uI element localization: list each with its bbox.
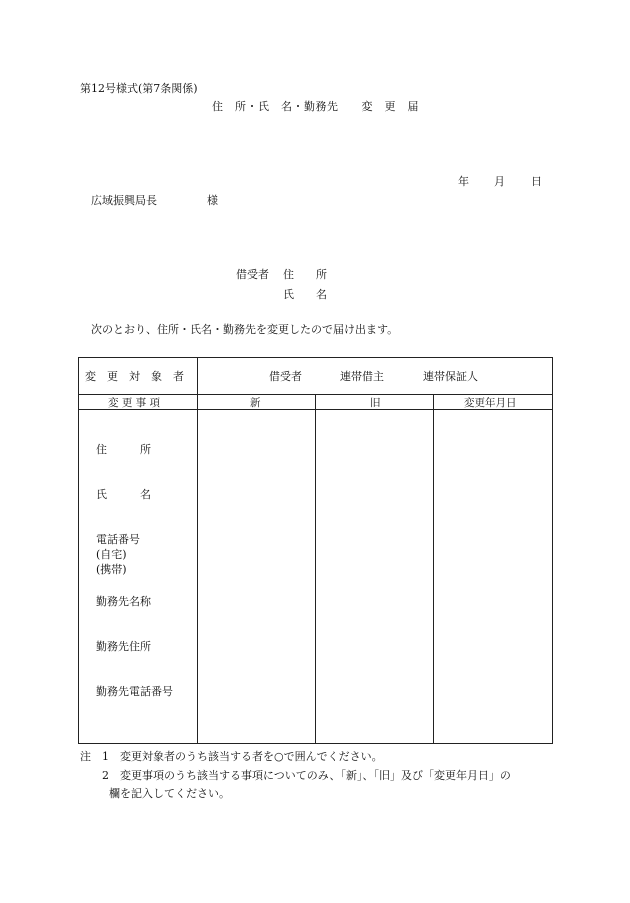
header-old: 旧 — [370, 397, 381, 409]
day-label: 日 — [531, 175, 542, 188]
note-2-number: 2 — [102, 769, 109, 782]
row-phone-mobile: (携帯) — [96, 563, 127, 576]
row-work-name: 勤務先名称 — [96, 595, 151, 608]
new-value-cell[interactable] — [198, 410, 314, 743]
header-item: 変 更 事 項 — [108, 397, 161, 409]
note-1-text: 変更対象者のうち該当する者を○で囲んでください。 — [120, 750, 383, 763]
intro-text: 次のとおり、住所・氏名・勤務先を変更したので届け出ます。 — [91, 323, 399, 336]
applicant-address-label: 住 所 — [283, 268, 327, 281]
row-address: 住 所 — [96, 443, 151, 456]
row-name: 氏 名 — [96, 488, 151, 501]
page-title: 住 所・氏 名・勤務先 変 更 届 — [212, 100, 419, 113]
change-date-cell[interactable] — [434, 410, 552, 743]
note-2-text: 変更事項のうち該当する事項についてのみ、「新」、「旧」及び「変更年月日」の — [120, 769, 511, 782]
month-label: 月 — [494, 175, 505, 188]
row-phone-home: (自宅) — [96, 548, 127, 561]
row-phone: 電話番号 — [96, 533, 140, 546]
target-label: 変 更 対 象 者 — [85, 370, 184, 383]
header-date: 変更年月日 — [464, 397, 517, 409]
form-number: 第12号様式(第7条関係) — [80, 82, 198, 95]
row-work-phone: 勤務先電話番号 — [96, 685, 173, 698]
applicant-role: 借受者 — [236, 268, 269, 281]
addressee-honorific: 様 — [207, 194, 218, 207]
notes-prefix: 注 — [80, 750, 91, 763]
target-guarantor[interactable]: 連帯保証人 — [423, 370, 478, 383]
target-borrower[interactable]: 借受者 — [269, 370, 302, 383]
header-new: 新 — [250, 397, 261, 409]
applicant-name-label: 氏 名 — [283, 288, 327, 301]
note-2-continuation: 欄を記入してください。 — [109, 787, 230, 800]
target-joint-borrower[interactable]: 連帯借主 — [340, 370, 384, 383]
note-1-number: 1 — [102, 750, 109, 763]
row-work-address: 勤務先住所 — [96, 640, 151, 653]
old-value-cell[interactable] — [316, 410, 432, 743]
year-label: 年 — [458, 175, 469, 188]
addressee-name: 広域振興局長 — [91, 194, 157, 207]
